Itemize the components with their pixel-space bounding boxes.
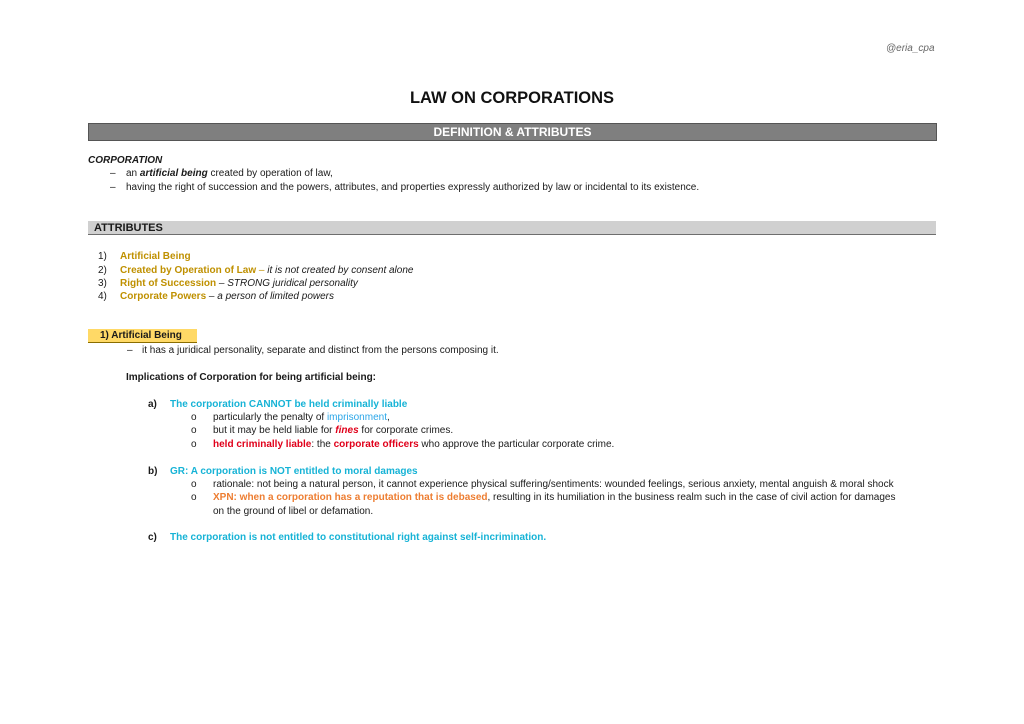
attribute-label: Right of Succession — [120, 278, 217, 289]
attribute-number: 4) — [98, 291, 107, 302]
bullet-dash: – — [127, 345, 133, 356]
attribute-item — [120, 290, 334, 303]
bullet-o: o — [191, 492, 197, 503]
xpn-highlight: XPN: when a corporation has a reputation that is debased — [213, 492, 488, 503]
attribute-desc: STRONG juridical personality — [227, 278, 358, 289]
bullet-dash: – — [110, 168, 116, 179]
item-letter-c: c) — [148, 532, 157, 543]
item-a-heading: The corporation CANNOT be held criminally liable — [170, 399, 408, 410]
attribute-desc: it is not created by consent alone — [267, 265, 414, 276]
text-segment: particularly the penalty of — [213, 412, 327, 423]
definition-line-1 — [126, 167, 333, 180]
fines-highlight: fines — [335, 425, 359, 436]
attribute-separator: – — [206, 291, 218, 302]
attribute-label: Corporate Powers — [120, 291, 207, 302]
item-a-line-1 — [213, 411, 390, 424]
corporation-term: CORPORATION — [88, 155, 163, 166]
attribute-desc: a person of limited powers — [217, 291, 334, 302]
artificial-being-subheader: 1) Artificial Being — [88, 329, 197, 343]
bullet-dash: – — [110, 182, 116, 193]
item-b-line-2 — [213, 491, 895, 504]
definition-line-2: having the right of succession and the powers, attributes, and properties expressly authorized by law or incidental to its existence. — [126, 182, 700, 193]
attribute-number: 3) — [98, 278, 107, 289]
item-a-line-2 — [213, 424, 453, 437]
section-banner: DEFINITION & ATTRIBUTES — [88, 123, 937, 141]
text-segment: but it may be held liable for — [213, 425, 336, 436]
definition-text: an — [126, 168, 140, 179]
item-letter-a: a) — [148, 399, 157, 410]
corporate-officers-highlight: corporate officers — [333, 439, 419, 450]
bullet-o: o — [191, 439, 197, 450]
attribute-item — [120, 264, 413, 277]
bullet-o: o — [191, 412, 197, 423]
attribute-label: Artificial Being — [120, 251, 191, 262]
text-segment: , resulting in its humiliation in the business realm such in the case of civil action for damages — [487, 492, 896, 503]
attribute-item — [120, 250, 191, 263]
attribute-number: 2) — [98, 265, 107, 276]
item-c-heading: The corporation is not entitled to constitutional right against self-incrimination. — [170, 532, 547, 543]
held-liable-highlight: held criminally liable — [213, 439, 312, 450]
attribute-label: Created by Operation of Law — [120, 265, 257, 276]
text-segment: , — [386, 412, 390, 423]
item-b-line-1: rationale: not being a natural person, it cannot experience physical suffering/sentiments: wounded feelings, serious anxiety, mental anguish & moral shock — [213, 479, 894, 490]
text-segment: for corporate crimes. — [358, 425, 454, 436]
implications-title: Implications of Corporation for being artificial being: — [126, 372, 377, 383]
attribute-separator: – — [256, 265, 268, 276]
artificial-being-emphasis: artificial being — [139, 168, 208, 179]
attributes-header: ATTRIBUTES — [88, 221, 936, 235]
text-segment: who approve the particular corporate crime. — [418, 439, 615, 450]
bullet-o: o — [191, 479, 197, 490]
author-handle: @eria_cpa — [886, 43, 935, 54]
attribute-item — [120, 277, 358, 290]
item-b-heading: GR: A corporation is NOT entitled to moral damages — [170, 466, 418, 477]
attribute-number: 1) — [98, 251, 107, 262]
page-title: LAW ON CORPORATIONS — [409, 89, 615, 107]
attribute-separator: – — [216, 278, 228, 289]
item-b-line-2-continued: on the ground of libel or defamation. — [213, 506, 374, 517]
bullet-o: o — [191, 425, 197, 436]
definition-text: created by operation of law, — [207, 168, 333, 179]
artificial-being-desc: it has a juridical personality, separate and distinct from the persons composing it. — [142, 345, 499, 356]
text-segment: : the — [311, 439, 334, 450]
item-a-line-3 — [213, 438, 614, 451]
imprisonment-highlight: imprisonment — [326, 412, 387, 423]
item-letter-b: b) — [148, 466, 158, 477]
